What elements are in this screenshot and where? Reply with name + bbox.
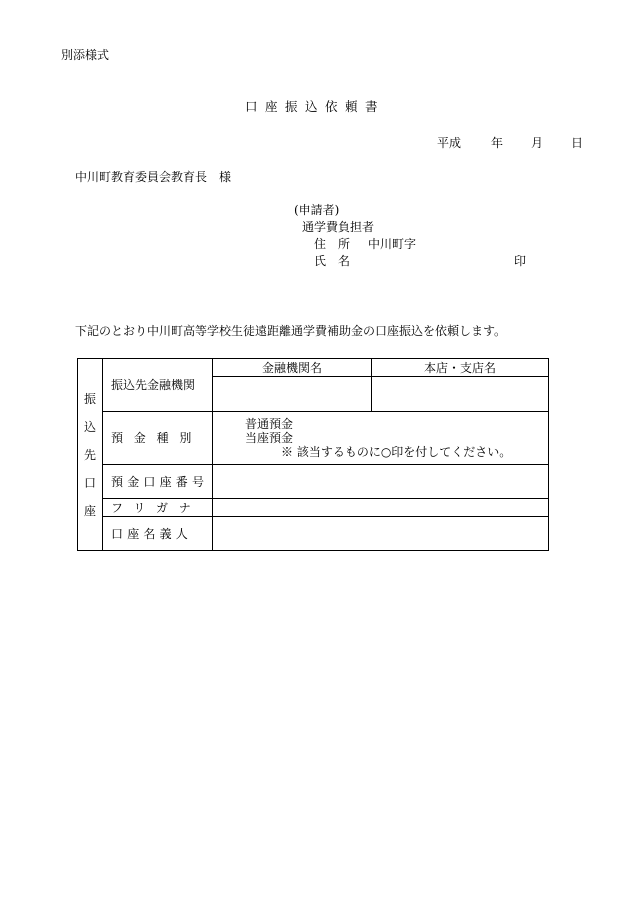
branch-header: 本店・支店名 (372, 359, 549, 377)
deposit-option-ordinary[interactable]: 普通預金 (245, 417, 294, 431)
form-label: 別添様式 (61, 48, 110, 62)
side-char: 座 (83, 503, 96, 518)
side-char: 振 (83, 391, 96, 406)
side-char: 口 (83, 475, 96, 490)
seal-mark: 印 (514, 254, 527, 268)
bank-name-header: 金融機関名 (213, 359, 372, 377)
branch-name-field[interactable] (372, 377, 549, 412)
bank-name-field[interactable] (213, 377, 372, 412)
document-title: 口座振込依頼書 (244, 99, 385, 114)
furigana-label: フリガナ (103, 499, 213, 517)
account-holder-label: 口座名義人 (103, 517, 213, 551)
account-number-field[interactable] (213, 465, 549, 499)
applicant-address-label: 住 所 (314, 237, 351, 251)
applicant-heading: (申請者) (294, 203, 340, 217)
bank-account-table (77, 358, 549, 551)
account-holder-field[interactable] (213, 517, 549, 551)
applicant-role: 通学費負担者 (302, 220, 375, 234)
date-month: 月 (531, 136, 544, 150)
transfer-account-side-label (78, 359, 103, 551)
deposit-option-current[interactable]: 当座預金 (245, 431, 294, 445)
date-year: 年 (491, 136, 504, 150)
side-char: 込 (83, 419, 96, 434)
addressee: 中川町教育委員会教育長 様 (75, 170, 232, 184)
furigana-field[interactable] (213, 499, 549, 517)
applicant-address-value: 中川町字 (368, 237, 417, 251)
account-number-label: 預金口座番号 (103, 465, 213, 499)
deposit-type-field[interactable] (213, 412, 549, 465)
deposit-type-label: 預金種別 (103, 412, 213, 465)
request-text: 下記のとおり中川町高等学校生徒遠距離通学費補助金の口座振込を依頼します。 (75, 324, 507, 338)
date-era: 平成 (437, 136, 462, 150)
side-char: 先 (83, 447, 96, 462)
date-day: 日 (571, 136, 584, 150)
applicant-name-label: 氏 名 (314, 254, 351, 268)
bank-label: 振込先金融機関 (103, 359, 213, 412)
deposit-note: ※ 該当するものに○印を付してください。 (281, 445, 512, 459)
